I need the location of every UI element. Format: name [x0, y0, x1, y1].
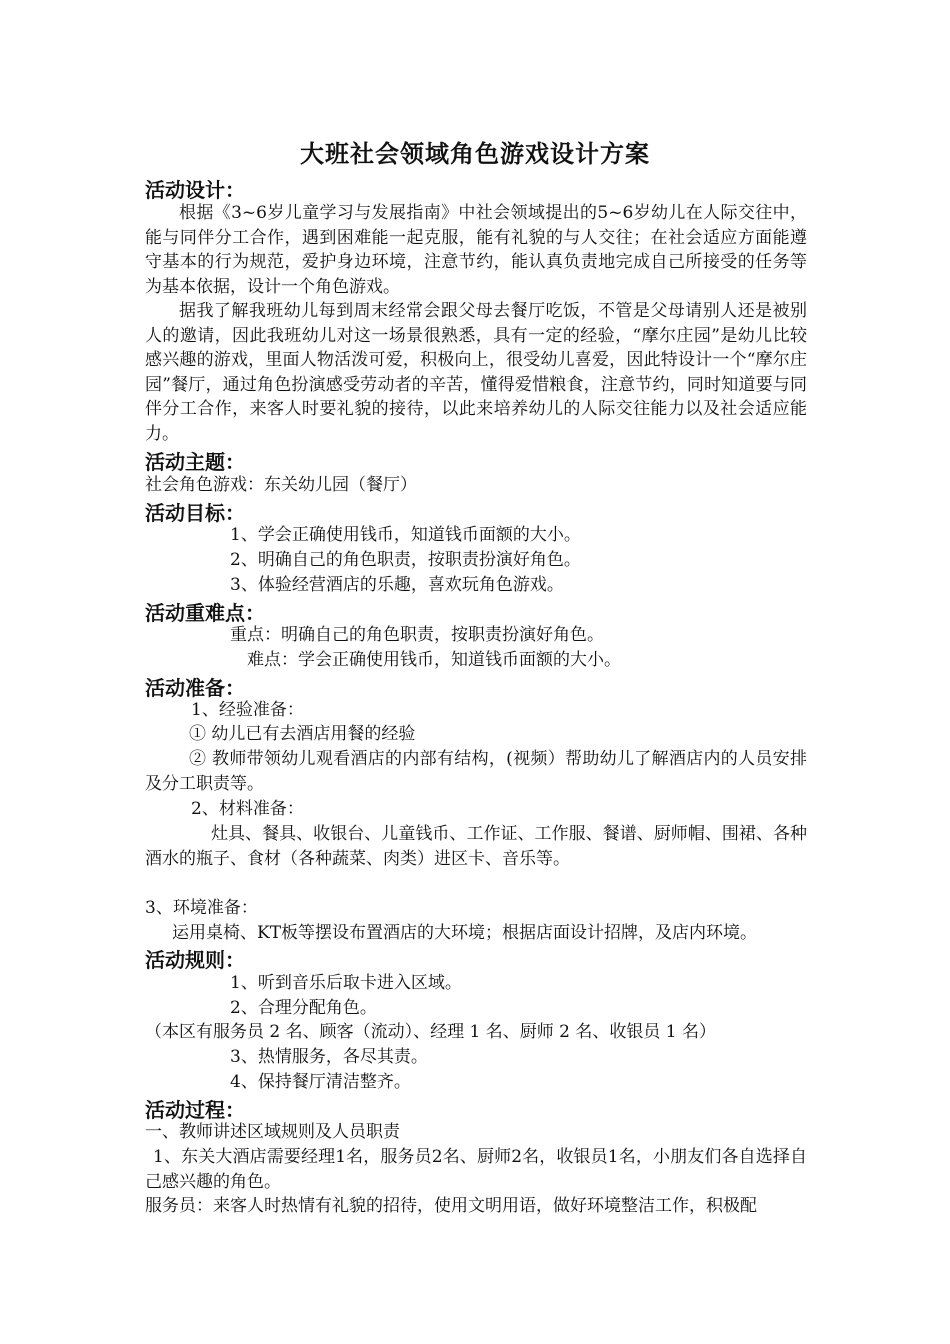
heading-preparation: 活动准备：	[145, 676, 245, 700]
heading-activity-design: 活动设计：	[145, 178, 245, 202]
goal-item: 2、明确自己的角色职责，按职责扮演好角色。	[230, 550, 581, 570]
material-prep-text: 灶具、餐具、收银台、儿童钱币、工作证、工作服、餐谱、厨师帽、围裙、各种酒水的瓶子、食材（各种蔬菜、肉类）进区卡、音乐等。	[145, 824, 807, 869]
heading-process: 活动过程：	[145, 1098, 245, 1122]
rule-item: 4、保持餐厅清洁整齐。	[230, 1072, 411, 1092]
environment-prep-title: 3、环境准备：	[145, 898, 258, 918]
design-paragraph-2: 据我了解我班幼儿每到周末经常会跟父母去餐厅吃饭，不管是父母请别人还是被别人的邀请，因此我班幼儿对这一场景很熟悉，具有一定的经验，“摩尔庄园”是幼儿比较感兴趣的游戏，里面人物活泼可爱，积极向上，很受幼儿喜爱，因此特设计一个“摩尔庄园”餐厅，通过角色扮演感受劳动者的辛苦，懂得爱惜粮食，注意节约，同时知道要与同伴分工合作，来客人时要礼貌的接待，以此来培养幼儿的人际交往能力以及社会适应能力。	[145, 301, 807, 444]
difficulty-text: 难点：学会正确使用钱币，知道钱币面额的大小。	[247, 650, 621, 670]
experience-prep-item: ① 幼儿已有去酒店用餐的经验	[189, 724, 416, 744]
heading-activity-goals: 活动目标：	[145, 501, 245, 525]
process-step-title: 一、教师讲述区域规则及人员职责	[145, 1122, 400, 1142]
experience-prep-title: 1、经验准备：	[191, 700, 304, 720]
theme-text: 社会角色游戏：东关幼儿园（餐厅）	[145, 475, 417, 495]
rule-item: 2、合理分配角色。	[230, 998, 377, 1018]
goal-item: 1、学会正确使用钱币，知道钱币面额的大小。	[230, 525, 581, 545]
material-prep-title: 2、材料准备：	[191, 799, 304, 819]
key-point-text: 重点：明确自己的角色职责，按职责扮演好角色。	[230, 625, 604, 645]
waiter-duty-text: 服务员：来客人时热情有礼貌的招待，使用文明用语，做好环境整洁工作，积极配	[145, 1196, 757, 1216]
environment-prep-text: 运用桌椅、KT板等摆设布置酒店的大环境；根据店面设计招牌，及店内环境。	[172, 923, 758, 943]
experience-prep-item: ② 教师带领幼儿观看酒店的内部有结构，(视频）帮助幼儿了解酒店内的人员安排及分工职责等。	[145, 749, 807, 794]
design-paragraph-1: 根据《3~6岁儿童学习与发展指南》中社会领域提出的5~6岁幼儿在人际交往中，能与同伴分工合作，遇到困难能一起克服，能有礼貌的与人交往；在社会适应方面能遵守基本的行为规范，爱护身边环境，注意节约，能认真负责地完成自己所接受的任务等为基本依据，设计一个角色游戏。	[145, 203, 807, 297]
heading-key-points: 活动重难点：	[145, 601, 265, 625]
rule-item: 3、热情服务，各尽其责。	[230, 1047, 428, 1067]
goal-item: 3、体验经营酒店的乐趣，喜欢玩角色游戏。	[230, 575, 564, 595]
process-step-text: 1、东关大酒店需要经理1名，服务员2名、厨师2名，收银员1名，小朋友们各自选择自己感兴趣的角色。	[145, 1147, 807, 1192]
heading-activity-theme: 活动主题：	[145, 450, 245, 474]
document-title: 大班社会领域角色游戏设计方案	[300, 140, 650, 168]
rule-item: 1、听到音乐后取卡进入区域。	[230, 973, 462, 993]
heading-rules: 活动规则：	[145, 948, 245, 972]
rule-note: （本区有服务员 2 名、顾客（流动）、经理 1 名、厨师 2 名、收银员 1 名）	[145, 1022, 716, 1042]
